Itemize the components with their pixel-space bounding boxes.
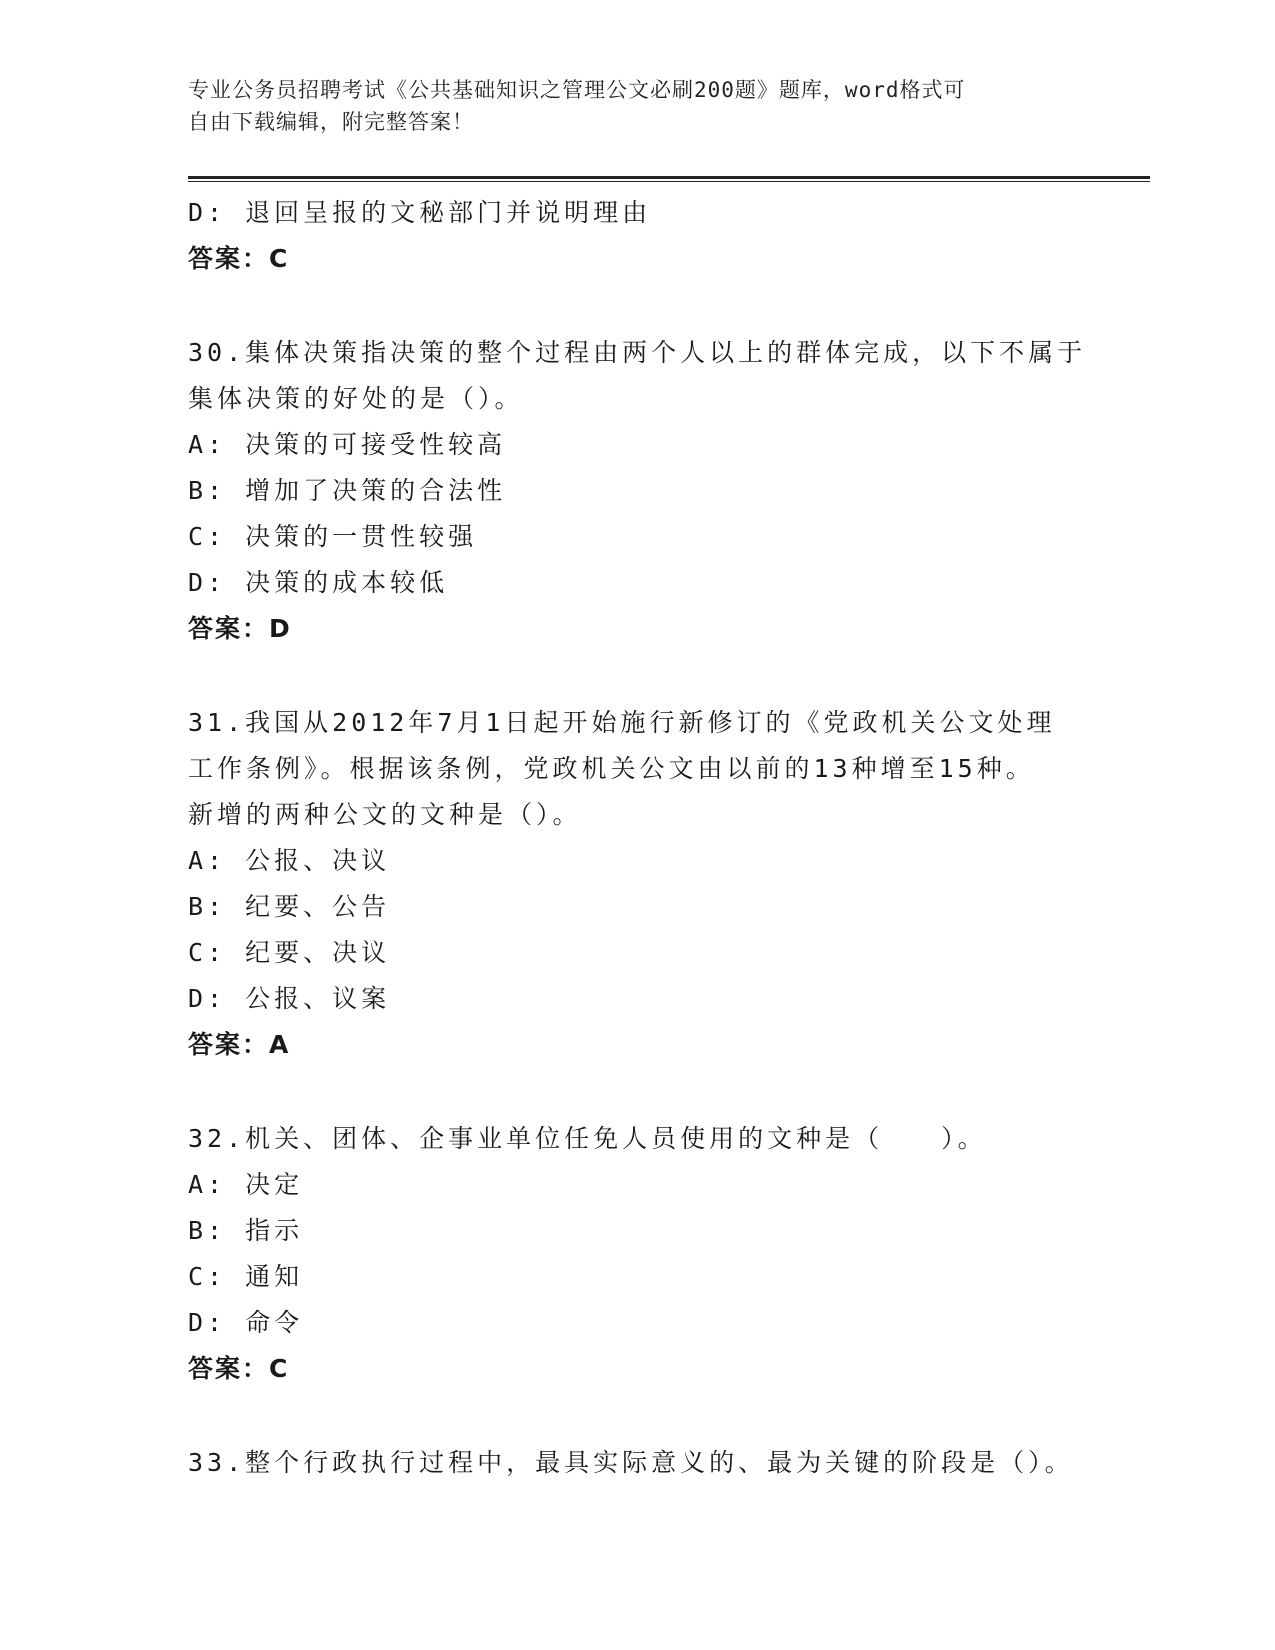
option-b: B: 纪要、公告 [188,892,391,921]
question-stem: 新增的两种公文的文种是（）。 [188,800,582,829]
question-31 [188,700,1068,1068]
question-stem: 31.我国从2012年7月1日起开始施行新修订的《党政机关公文处理 [188,708,1056,737]
question-stem: 工作条例》。根据该条例，党政机关公文由以前的13种增至15种。 [188,754,1035,783]
option-a: A: 公报、决议 [188,846,391,875]
document-header [188,74,1068,138]
answer-line: 答案：A [188,1030,291,1059]
header-divider-thin [188,181,1150,182]
header-line-2: 自由下载编辑，附完整答案！ [188,110,474,134]
header-line-1: 专业公务员招聘考试《公共基础知识之管理公文必刷200题》题库，word格式可 [188,78,966,102]
option-d: D: 公报、议案 [188,984,391,1013]
option-d: D: 退回呈报的文秘部门并说明理由 [188,198,652,227]
option-b: B: 指示 [188,1216,304,1245]
option-c: C: 通知 [188,1262,304,1291]
answer-line: 答案：D [188,614,292,643]
question-stem: 30.集体决策指决策的整个过程由两个人以上的群体完成，以下不属于 [188,338,1087,367]
option-d: D: 命令 [188,1308,304,1337]
question-list [188,190,1087,1486]
option-c: C: 纪要、决议 [188,938,391,967]
answer-line: 答案：C [188,1354,290,1383]
question-32 [188,1116,1068,1392]
question-33 [188,1440,1074,1486]
option-b: B: 增加了决策的合法性 [188,476,507,505]
question-stem: 集体决策的好处的是（）。 [188,384,524,413]
option-d: D: 决策的成本较低 [188,568,449,597]
option-c: C: 决策的一贯性较强 [188,522,478,551]
option-a: A: 决策的可接受性较高 [188,430,507,459]
question-30 [188,330,1087,652]
header-divider [188,176,1150,179]
question-stem: 33.整个行政执行过程中，最具实际意义的、最为关键的阶段是（）。 [188,1448,1074,1477]
answer-line: 答案：C [188,244,290,273]
option-a: A: 决定 [188,1170,304,1199]
question-stem: 32.机关、团体、企事业单位任免人员使用的文种是（ ）。 [188,1124,987,1153]
